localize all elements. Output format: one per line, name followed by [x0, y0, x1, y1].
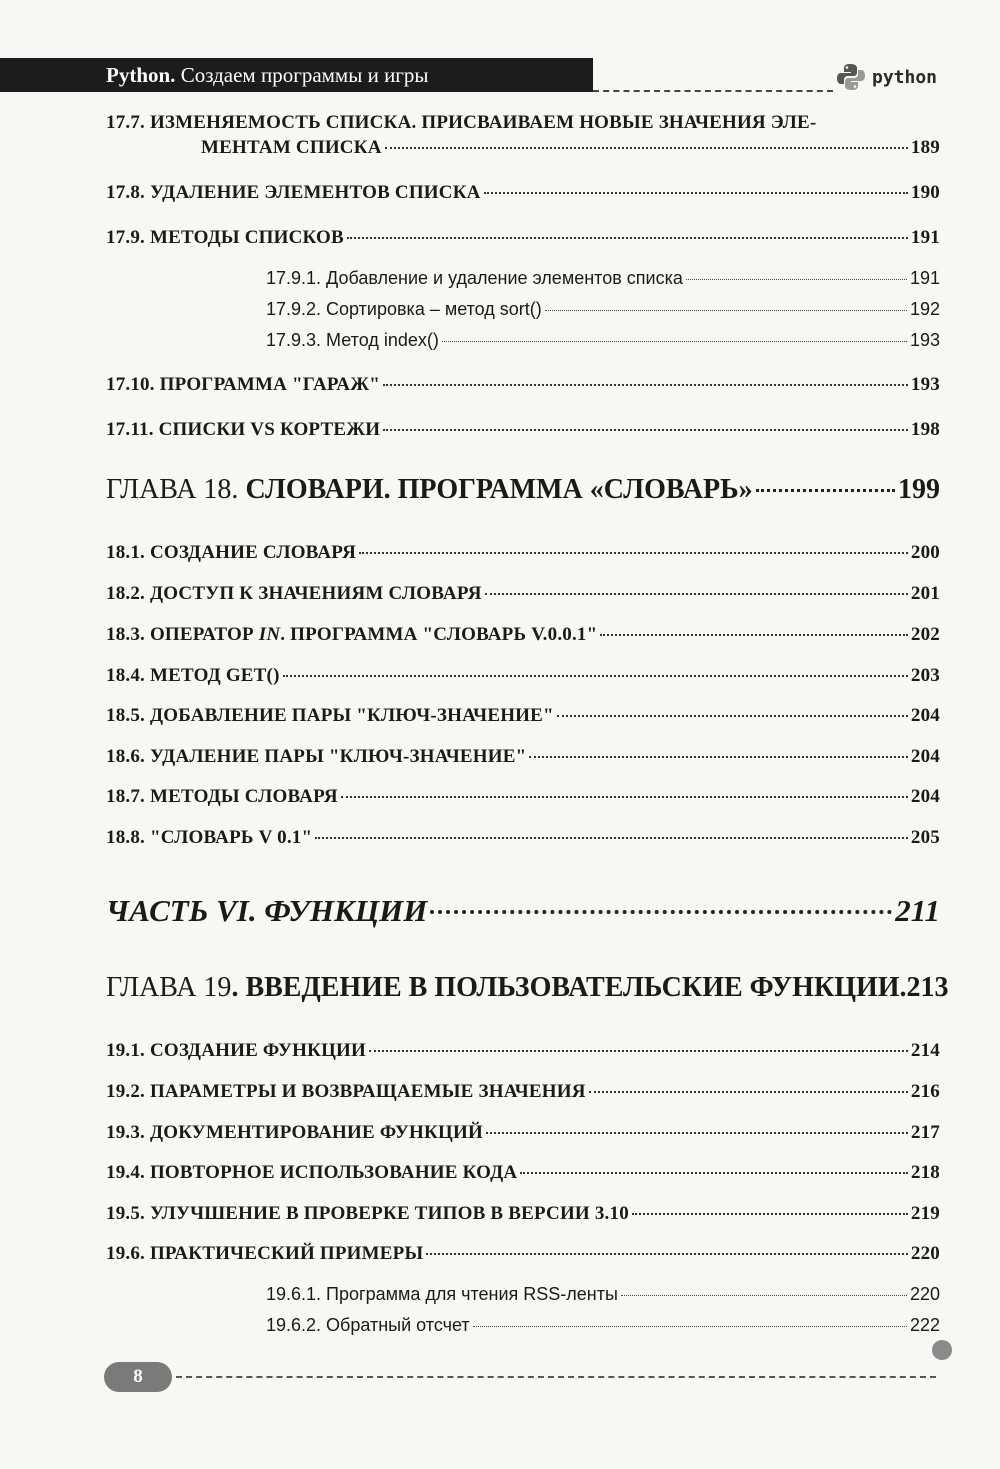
toc-entry-17-9-2[interactable]	[266, 299, 940, 320]
page-number: 218	[910, 1162, 940, 1183]
page-number: 201	[910, 583, 940, 604]
toc-entry-title	[106, 624, 597, 646]
toc-part-title: ЧАСТЬ VI. ФУНКЦИИ	[106, 893, 428, 928]
dot-leader	[369, 1050, 908, 1052]
footer-dot-ornament	[932, 1340, 952, 1360]
toc-entry-title: 18.6. УДАЛЕНИЕ ПАРЫ "КЛЮЧ-ЗНАЧЕНИЕ"	[106, 746, 527, 767]
page-number: 214	[910, 1040, 940, 1061]
toc-entry-title: 17.9.1. Добавление и удаление элементов списка	[266, 268, 683, 288]
footer-rule	[176, 1376, 936, 1378]
toc-entry-title: 17.9. МЕТОДЫ СПИСКОВ	[106, 227, 344, 248]
page-number: 190	[910, 182, 940, 203]
page-number: 204	[910, 705, 940, 726]
page-number: 220	[909, 1284, 940, 1304]
chapter-name: СЛОВАРИ. ПРОГРАММА «СЛОВАРЬ»	[245, 474, 753, 505]
toc-entry-title: 18.1. СОЗДАНИЕ СЛОВАРЯ	[106, 542, 357, 563]
dot-leader	[473, 1326, 907, 1327]
toc-chapter-title	[106, 474, 753, 506]
toc-entry-17-9-3[interactable]	[266, 330, 940, 351]
toc-entry-title: 19.2. ПАРАМЕТРЫ И ВОЗВРАЩАЕМЫЕ ЗНАЧЕНИЯ	[106, 1081, 586, 1102]
toc-entry-title: 17.11. СПИСКИ VS КОРТЕЖИ	[106, 419, 381, 440]
dot-leader	[600, 634, 908, 636]
toc-entry-19-6[interactable]	[106, 1243, 940, 1265]
toc-entry-title: 17.9.2. Сортировка – метод sort()	[266, 299, 542, 319]
toc-entry-title: 19.6.1. Программа для чтения RSS-ленты	[266, 1284, 618, 1304]
toc-chapter-19[interactable]	[106, 972, 949, 1004]
toc-entry-19-1[interactable]	[106, 1040, 940, 1062]
dot-leader	[383, 429, 908, 431]
toc-entry-17-9[interactable]	[106, 227, 940, 249]
toc-entry-17-10[interactable]	[106, 374, 940, 396]
toc-entry-title: 19.3. ДОКУМЕНТИРОВАНИЕ ФУНКЦИЙ	[106, 1122, 483, 1143]
toc-entry-title: 17.7. ИЗМЕНЯЕМОСТЬ СПИСКА. ПРИСВАИВАЕМ НОВЫЕ ЗНАЧЕНИЯ ЭЛЕ-	[106, 112, 817, 133]
page-number: 191	[909, 268, 940, 288]
toc-entry-18-8[interactable]	[106, 827, 940, 849]
python-logo	[836, 62, 937, 92]
toc-entry-18-6[interactable]	[106, 746, 940, 768]
page-number: 203	[910, 665, 940, 686]
python-logo-icon	[836, 62, 866, 92]
toc-entry-19-6-2[interactable]	[266, 1315, 940, 1336]
dot-leader	[632, 1213, 908, 1215]
page-number: 216	[910, 1081, 940, 1102]
toc-chapter-18[interactable]	[106, 474, 940, 506]
toc-entry-title: 18.4. МЕТОД GET()	[106, 665, 280, 686]
toc-entry-17-8[interactable]	[106, 182, 940, 204]
page-number: 192	[909, 299, 940, 319]
title-part: 18.3. ОПЕРАТОР	[106, 624, 259, 645]
page-number: 193	[910, 374, 940, 395]
toc-entry-18-1[interactable]	[106, 542, 940, 564]
dot-leader	[442, 341, 907, 342]
page-number: 200	[910, 542, 940, 563]
toc-entry-18-3[interactable]	[106, 624, 940, 646]
chapter-prefix: ГЛАВА 19	[106, 972, 232, 1003]
dot-leader	[520, 1172, 908, 1174]
page-number: 205	[910, 827, 940, 848]
toc-entry-title: 19.6. ПРАКТИЧЕСКИЙ ПРИМЕРЫ	[106, 1243, 424, 1264]
page-number-badge: 8	[104, 1362, 172, 1392]
toc-entry-title: 17.9.3. Метод index()	[266, 330, 439, 350]
toc-entry-17-11[interactable]	[106, 419, 940, 441]
toc-entry-18-7[interactable]	[106, 786, 940, 808]
dot-leader	[385, 147, 908, 149]
chapter-prefix: ГЛАВА 18.	[106, 474, 246, 505]
toc-entry-title: МЕНТАМ СПИСКА	[201, 137, 382, 158]
page-number: 220	[910, 1243, 940, 1264]
toc-entry-title: 19.1. СОЗДАНИЕ ФУНКЦИИ	[106, 1040, 367, 1061]
toc-entry-18-4[interactable]	[106, 665, 940, 687]
dot-leader	[383, 384, 908, 386]
page-number: 211	[895, 893, 940, 928]
book-title-rest: Создаем программы и игры	[175, 63, 429, 87]
dot-leader	[686, 279, 907, 280]
running-header	[0, 58, 593, 92]
toc-entry-18-2[interactable]	[106, 583, 940, 605]
dot-leader	[485, 593, 908, 595]
page-number: 199	[898, 474, 940, 505]
dot-leader	[545, 310, 907, 311]
dot-leader	[359, 552, 908, 554]
dot-leader	[589, 1091, 908, 1093]
toc-entry-19-5[interactable]	[106, 1203, 940, 1225]
dot-leader	[484, 192, 908, 194]
dot-leader	[347, 237, 908, 239]
page-number: 219	[910, 1203, 940, 1224]
page-number: 204	[910, 786, 940, 807]
toc-entry-19-6-1[interactable]	[266, 1284, 940, 1305]
dot-leader	[315, 837, 908, 839]
page-number: 213	[906, 972, 949, 1003]
page-number: 193	[909, 330, 940, 350]
dot-leader	[756, 489, 895, 492]
dot-leader	[341, 796, 908, 798]
dot-leader	[283, 675, 908, 677]
toc-entry-17-7[interactable]	[201, 137, 940, 159]
toc-chapter-title	[106, 972, 907, 1004]
toc-entry-title: 18.8. "СЛОВАРЬ V 0.1"	[106, 827, 313, 848]
title-italic: IN	[258, 624, 281, 645]
page-number: 198	[910, 419, 940, 440]
dot-leader	[621, 1295, 907, 1296]
dot-leader	[430, 910, 892, 914]
logo-text: python	[872, 66, 938, 88]
title-part: . ПРОГРАММА "СЛОВАРЬ V.0.0.1"	[280, 624, 598, 645]
toc-entry-title: 19.4. ПОВТОРНОЕ ИСПОЛЬЗОВАНИЕ КОДА	[106, 1162, 518, 1183]
toc-entry-title: 18.7. МЕТОДЫ СЛОВАРЯ	[106, 786, 338, 807]
page-number: 222	[909, 1315, 940, 1335]
toc-entry-19-4[interactable]	[106, 1162, 940, 1184]
page-number: 189	[910, 137, 940, 158]
book-title-bold: Python.	[106, 63, 176, 87]
toc-entry-17-9-1[interactable]	[266, 268, 940, 289]
toc-entry-title: 17.10. ПРОГРАММА "ГАРАЖ"	[106, 374, 380, 395]
chapter-name: . ВВЕДЕНИЕ В ПОЛЬЗОВАТЕЛЬСКИЕ ФУНКЦИИ.	[231, 972, 907, 1003]
dot-leader	[557, 715, 908, 717]
toc-entry-title: 18.2. ДОСТУП К ЗНАЧЕНИЯМ СЛОВАРЯ	[106, 583, 482, 604]
toc-entry-19-2[interactable]	[106, 1081, 940, 1103]
toc-entry-17-7-line1[interactable]	[106, 112, 940, 134]
header-rule	[593, 90, 833, 92]
toc-entry-title: 19.5. УЛУЧШЕНИЕ В ПРОВЕРКЕ ТИПОВ В ВЕРСИИ 3.10	[106, 1203, 629, 1224]
toc-entry-18-5[interactable]	[106, 705, 940, 727]
page-number: 191	[910, 227, 940, 248]
page-number: 217	[910, 1122, 940, 1143]
page-number: 204	[910, 746, 940, 767]
toc-entry-title: 19.6.2. Обратный отсчет	[266, 1315, 470, 1335]
toc-entry-19-3[interactable]	[106, 1122, 940, 1144]
dot-leader	[486, 1132, 908, 1134]
dot-leader	[529, 756, 908, 758]
dot-leader	[426, 1253, 908, 1255]
toc-entry-title: 17.8. УДАЛЕНИЕ ЭЛЕМЕНТОВ СПИСКА	[106, 182, 481, 203]
toc-entry-title: 18.5. ДОБАВЛЕНИЕ ПАРЫ "КЛЮЧ-ЗНАЧЕНИЕ"	[106, 705, 554, 726]
page-number: 202	[910, 624, 940, 645]
toc-part-6[interactable]	[106, 893, 940, 929]
